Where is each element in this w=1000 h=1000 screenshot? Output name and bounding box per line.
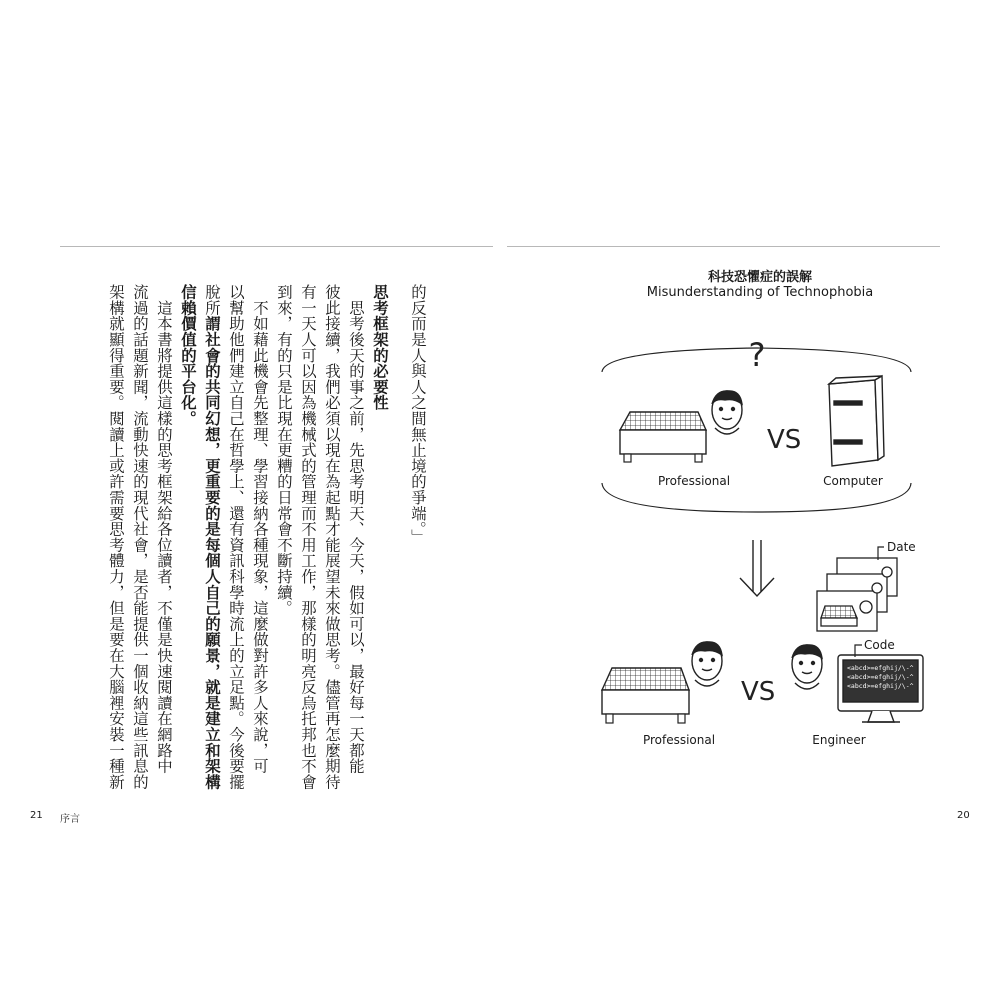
code-label: Code [864, 638, 895, 652]
text-column: 彼此接續，我們必須以現在為起點才能展望未來做思考。儘管再怎麼期待 [323, 284, 341, 790]
figure-title-chinese: 科技恐懼症的誤解 [707, 270, 812, 285]
professional-face-top-icon [712, 391, 742, 434]
text-column: 不如藉此機會先整理、學習接納各種現象，這麼做對許多人來說，可 [251, 284, 269, 774]
engineer-face-icon [792, 645, 822, 689]
top-right-label: Computer [823, 474, 883, 488]
text-column: 以幫助他們建立自己在哲學上、還有資訊科學時流上的立足點。今後要擺 [227, 284, 245, 790]
professional-face-bottom-icon [692, 642, 722, 686]
text-column: 有一天人可以因為機械式的管理而不用工作，那樣的明亮反烏托邦也不會 [299, 284, 317, 790]
go-board-top-icon [620, 412, 706, 462]
vs-top: VS [767, 425, 802, 455]
date-label: Date [887, 540, 916, 554]
text-column: 到來，有的只是比現在更糟的日常會不斷持續。 [275, 284, 293, 616]
computer-tower-icon [829, 376, 884, 466]
code-line: <abcd>=efghij/\-^ [847, 673, 914, 681]
down-arrow-icon [740, 540, 774, 596]
code-line: <abcd>=efghij/\-^ [847, 664, 914, 672]
text-column: 思考後天的事之前，先思考明天、今天，假如可以，最好每一天都能 [347, 284, 365, 774]
bottom-left-label: Professional [642, 733, 716, 747]
top-left-label: Professional [657, 474, 731, 488]
text-column: 流過的話題新聞，流動快速的現代社會，是否能提供一個收納這些訊息的 [131, 284, 149, 790]
bottom-right-label: Engineer [812, 733, 866, 747]
text-column-regular-part: 脫所 [203, 284, 221, 316]
page-number-right: 20 [957, 810, 970, 821]
text-column: 思考框架的必要性 [371, 284, 389, 411]
question-mark: ? [748, 336, 766, 374]
text-column-bold-part: 謂社會的共同幻想，更重要的是每個人自己的願景，就是建立和架構 [203, 315, 221, 790]
code-line: <abcd>=efghij/\-^ [847, 682, 914, 690]
page-number-left: 21 [30, 810, 43, 821]
vs-bottom: VS [741, 677, 776, 707]
go-board-bottom-icon [602, 668, 689, 723]
text-column: 架構就顯得重要。閱讀上或許需要思考體力，但是要在大腦裡安裝一種新 [107, 284, 125, 790]
text-column: 的反而是人與人之間無止境的爭端。」 [409, 284, 427, 545]
text-column: 這本書將提供這樣的思考框架給各位讀者，不僅是快速閱讀在網路中 [155, 284, 173, 774]
date-cards-icon [817, 558, 897, 631]
text-column: 信賴價值的平台化。 [179, 284, 197, 427]
figure-title-english: Misunderstanding of Technophobia [646, 285, 874, 300]
section-name: 序言 [60, 814, 80, 825]
